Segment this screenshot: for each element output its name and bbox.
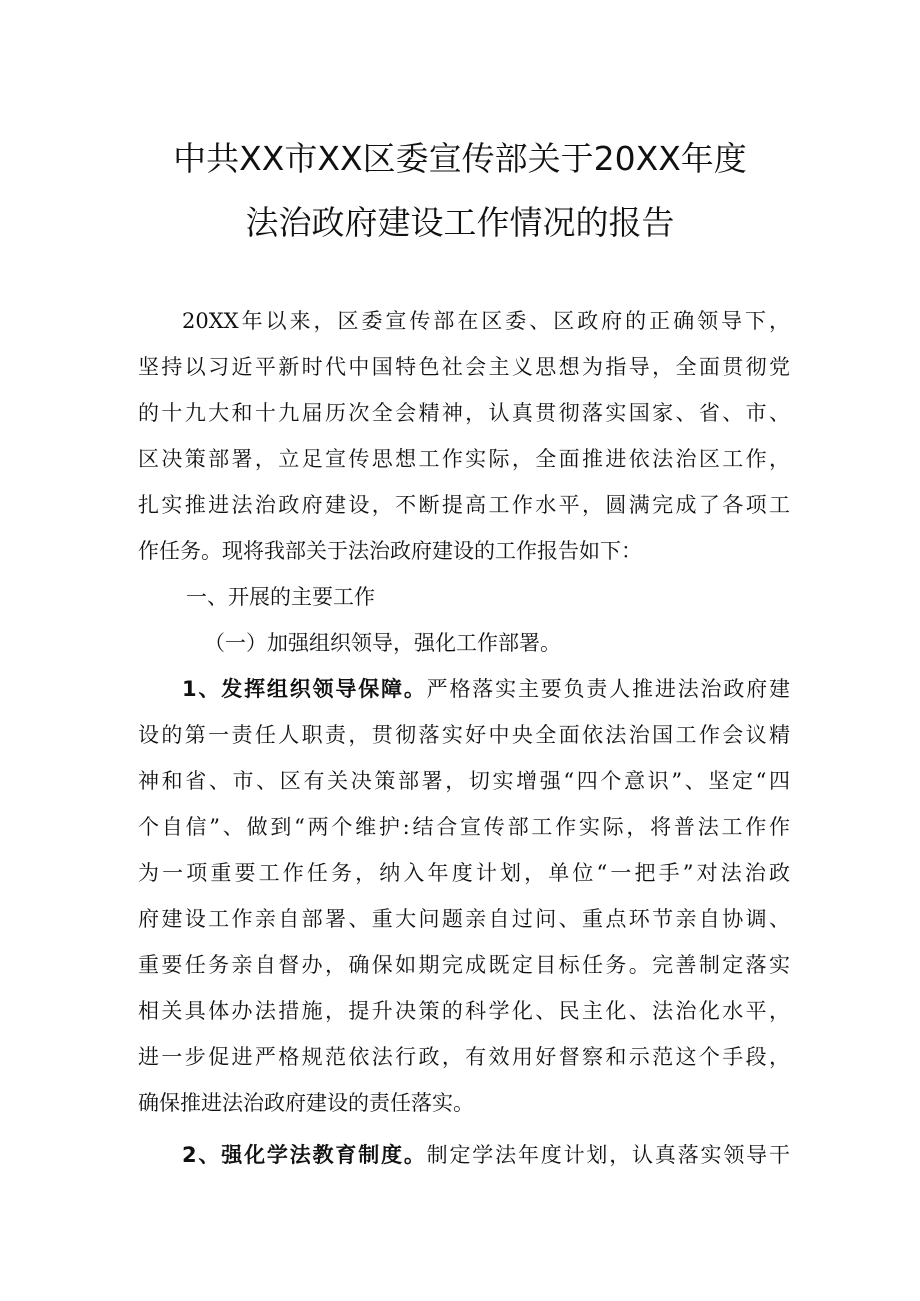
- item-1-line: 重要任务亲自督办，确保如期完成既定目标任务。完善制定落实: [138, 953, 790, 977]
- item-1-line: 进一步促进严格规范依法行政，有效用好督察和示范这个手段，: [138, 1045, 790, 1069]
- item-1-line: 确保推进法治政府建设的责任落实。: [138, 1091, 474, 1115]
- item-2-title: 2、强化学法教育制度。: [182, 1143, 427, 1167]
- item-1-line: 神和省、市、区有关决策部署，切实增强“四个意识”、坚定“四: [138, 769, 790, 793]
- intro-line: 扎实推进法治政府建设，不断提高工作水平，圆满完成了各项工: [138, 493, 790, 517]
- item-1-line: 设的第一责任人职责，贯彻落实好中央全面依法治国工作会议精: [138, 723, 790, 747]
- report-title-line-1: 中共XX市XX区委宣传部关于20XX年度: [173, 139, 747, 178]
- intro-line: 坚持以习近平新时代中国特色社会主义思想为指导，全面贯彻党: [138, 355, 790, 379]
- item-1-line: 个自信”、做到“两个维护:结合宣传部工作实际，将普法工作作: [138, 815, 790, 839]
- intro-line: 区决策部署，立足宣传思想工作实际，全面推进依法治区工作，: [138, 447, 790, 471]
- intro-line: 作任务。现将我部关于法治政府建设的工作报告如下：: [138, 539, 642, 563]
- intro-line: 20XX年以来，区委宣传部在区委、区政府的正确领导下，: [182, 309, 790, 333]
- item-1-first-line: [182, 666, 790, 712]
- intro-line: 的十九大和十九届历次全会精神，认真贯彻落实国家、省、市、: [138, 401, 790, 425]
- item-2-first-line: [182, 1132, 790, 1178]
- item-1-line: 为一项重要工作任务，纳入年度计划，单位“一把手”对法治政: [138, 861, 790, 885]
- section-heading: 一、开展的主要工作: [186, 585, 375, 609]
- item-1-line: 府建设工作亲自部署、重大问题亲自过问、重点环节亲自协调、: [138, 907, 790, 931]
- item-1-title: 1、发挥组织领导保障。: [182, 677, 427, 701]
- subsection-heading: （一）加强组织领导，强化工作部署。: [204, 631, 561, 655]
- item-1-line: 相关具体办法措施，提升决策的科学化、民主化、法治化水平，: [138, 999, 790, 1023]
- report-title-line-2: 法治政府建设工作情况的报告: [245, 203, 675, 242]
- item-1-text: 严格落实主要负责人推进法治政府建: [426, 677, 790, 701]
- item-2-text: 制定学法年度计划，认真落实领导干: [426, 1143, 790, 1167]
